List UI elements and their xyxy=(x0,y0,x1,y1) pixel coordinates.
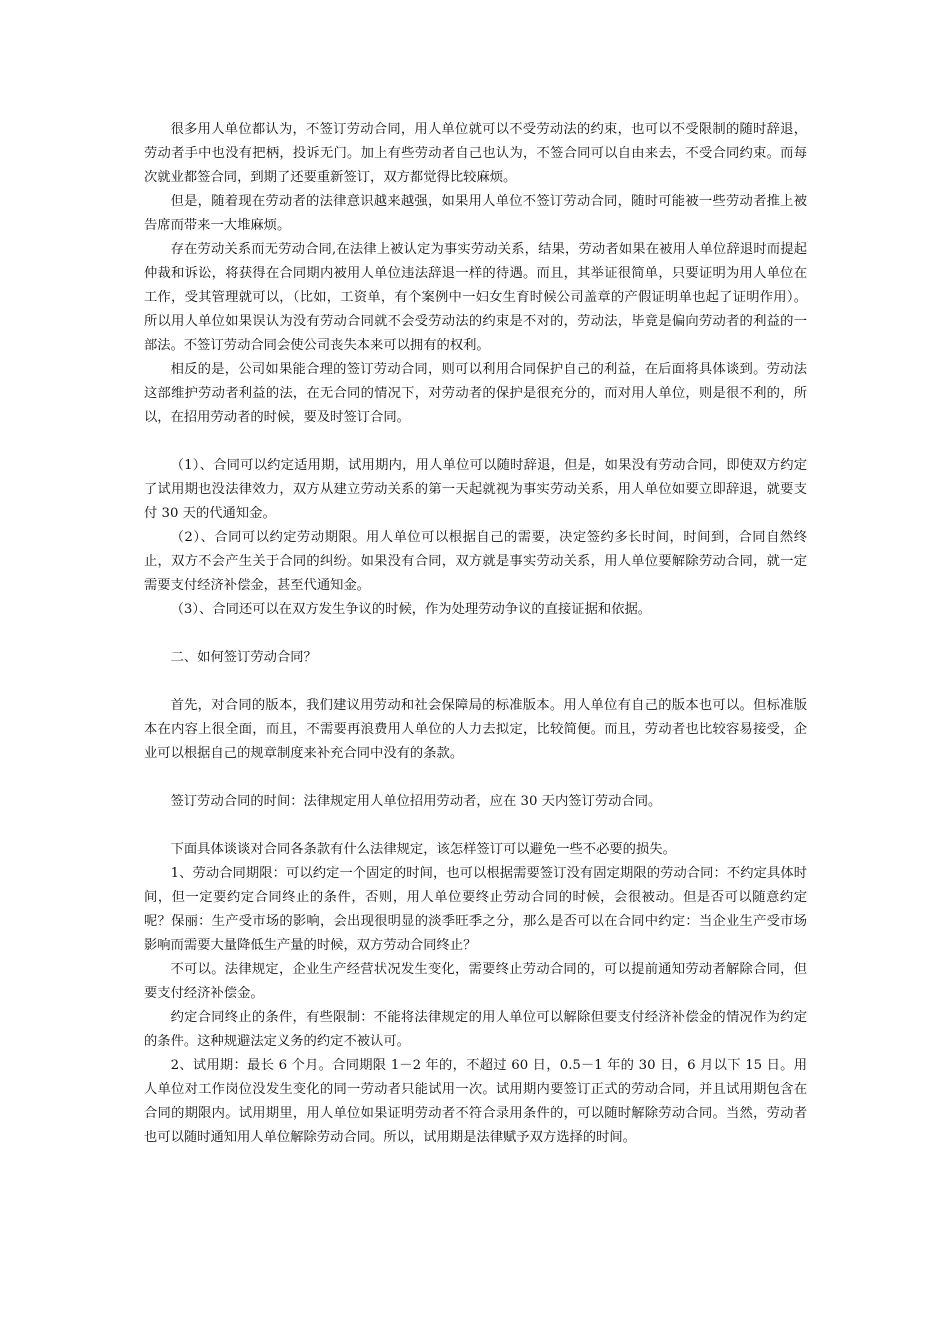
list-item-1: （1）、合同可以约定适用期，试用期内，用人单位可以随时辞退，但是，如果没有劳动合同，即使双方约定了试用期也没法律效力，双方从建立劳动关系的第一天起就视为事实劳动关系，用人单位如要立即辞退，就要支付 30 天的代通知金。 xyxy=(144,458,807,521)
section-heading: 二、如何签订劳动合同？ xyxy=(170,650,317,665)
paragraph-contract-version: 首先，对合同的版本，我们建议用劳动和社会保障局的标准版本。用人单位有自己的版本也可以。但标准版本在内容上很全面，而且，不需要再浪费用人单位的人力去拟定，比较简便。而且，劳动者也比较容易接受，企业可以根据自己的规章制度来补充合同中没有的条款。 xyxy=(144,698,807,761)
paragraph-clauses-intro: 下面具体谈谈对合同各条款有什么法律规定，该怎样签订可以避免一些不必要的损失。 xyxy=(170,842,676,857)
paragraph-gap xyxy=(144,766,807,790)
paragraph-gap xyxy=(144,430,807,454)
list-item-2: （2）、合同可以约定劳动期限。用人单位可以根据自己的需要，决定签约多长时间，时间到，合同自然终止，双方不会产生关于合同的纠纷。如果没有合同，双方就是事实劳动关系，用人单位要解除劳动合同，就一定需要支付经济补偿金，甚至代通知金。 xyxy=(144,530,807,593)
paragraph-de-facto-relation: 存在劳动关系而无劳动合同,在法律上被认定为事实劳动关系，结果，劳动者如果在被用人单位辞退时而提起仲裁和诉讼，将获得在合同期内被用人单位违法辞退一样的待遇。而且，其举证很简单，只要证明为用人单位在工作，受其管理就可以，（比如，工资单，有个案例中一妇女生育时候公司盖章的产假证明单也起了证明作用）。所以用人单位如果误认为没有劳动合同就不会受劳动法的约束是不对的，劳动法，毕竟是偏向劳动者的利益的一部法。不签订劳动合同会使公司丧失本来可以拥有的权利。 xyxy=(144,242,807,353)
paragraph-not-allowed: 不可以。法律规定，企业生产经营状况发生变化，需要终止劳动合同的，可以提前通知劳动者解除合同，但要支付经济补偿金。 xyxy=(144,962,807,1001)
document-body xyxy=(144,118,807,1150)
paragraph-intro: 很多用人单位都认为，不签订劳动合同，用人单位就可以不受劳动法的约束，也可以不受限制的随时辞退，劳动者手中也没有把柄，投诉无门。加上有些劳动者自己也认为，不签合同可以自由来去，不受合同约束。而每次就业都签合同，到期了还要重新签订，双方都觉得比较麻烦。 xyxy=(144,122,807,185)
paragraph-gap xyxy=(144,814,807,838)
paragraph-signing-time: 签订劳动合同的时间：法律规定用人单位招用劳动者，应在 30 天内签订劳动合同。 xyxy=(170,794,662,809)
list-item-3: （3）、合同还可以在双方发生争议的时候，作为处理劳动争议的直接证据和依据。 xyxy=(170,602,652,617)
paragraph-however: 但是，随着现在劳动者的法律意识越来越强，如果用人单位不签订劳动合同，随时可能被一些劳动者推上被告席而带来一大堆麻烦。 xyxy=(144,194,807,233)
paragraph-termination-conditions: 约定合同终止的条件，有些限制：不能将法律规定的用人单位可以解除但要支付经济补偿金的情况作为约定的条件。这种规避法定义务的约定不被认可。 xyxy=(144,1010,807,1049)
paragraph-probation: 2、试用期：最长 6 个月。合同期限 1－2 年的，不超过 60 日，0.5－1 年的 30 日，6 月以下 15 日。用人单位对工作岗位没发生变化的同一劳动者只能试用一次。试用期内要签订正式的劳动合同，并且试用期包含在合同的期限内。试用期里，用人单位如果证明劳动者不符合录用条件的，可以随时解除劳动合同。当然，劳动者也可以随时通知用人单位解除劳动合同。所以，试用期是法律赋予双方选择的时间。 xyxy=(144,1058,807,1145)
paragraph-gap xyxy=(144,622,807,646)
paragraph-gap xyxy=(144,670,807,694)
paragraph-on-the-contrary: 相反的是，公司如果能合理的签订劳动合同，则可以利用合同保护自己的利益，在后面将具体谈到。劳动法这部维护劳动者利益的法，在无合同的情况下，对劳动者的保护是很充分的，而对用人单位，则是很不利的，所以，在招用劳动者的时候，要及时签订合同。 xyxy=(144,362,807,425)
paragraph-contract-term: 1、劳动合同期限：可以约定一个固定的时间，也可以根据需要签订没有固定期限的劳动合同：不约定具体时间，但一定要约定合同终止的条件，否则，用人单位要终止劳动合同的时候，会很被动。但是否可以随意约定呢？保丽：生产受市场的影响，会出现很明显的淡季旺季之分，那么是否可以在合同中约定：当企业生产受市场影响而需要大量降低生产量的时候，双方劳动合同终止？ xyxy=(144,866,807,953)
